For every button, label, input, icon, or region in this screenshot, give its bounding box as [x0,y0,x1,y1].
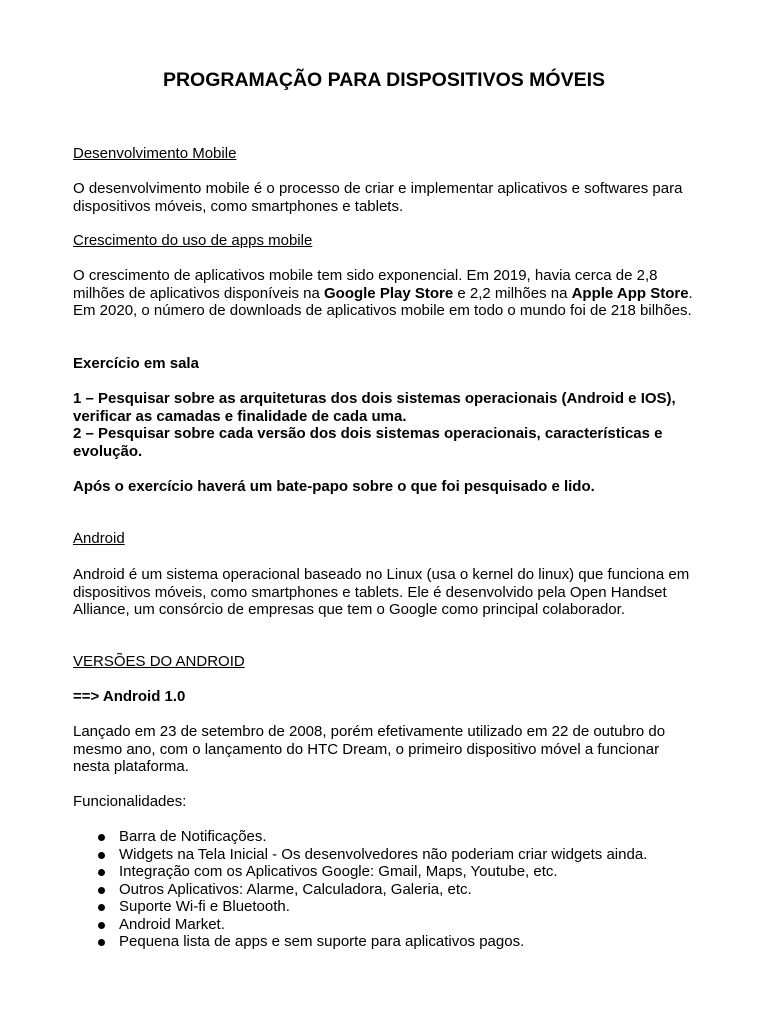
features-list [73,828,695,951]
list-item: Suporte Wi-fi e Bluetooth. [73,898,695,916]
list-item: Outros Aplicativos: Alarme, Calculadora, Galeria, etc. [73,881,695,899]
growth-paragraph [73,267,695,320]
version-1-paragraph: Lançado em 23 de setembro de 2008, porém efetivamente utilizado em 22 de outubro do mesmo ano, com o lançamento do HTC Dream, o primeiro dispositivo móvel a funcionar nesta plataforma. [73,723,666,775]
document-title: PROGRAMAÇÃO PARA DISPOSITIVOS MÓVEIS [162,69,606,91]
growth-heading: Crescimento do uso de apps mobile [73,232,313,249]
versions-heading: VERSÕES DO ANDROID [73,653,245,670]
features-label: Funcionalidades: [73,793,187,810]
mobile-dev-paragraph: O desenvolvimento mobile é o processo de criar e implementar aplicativos e softwares para dispositivos móveis, como smartphones e tablets. [73,180,683,215]
android-paragraph: Android é um sistema operacional baseado no Linux (usa o kernel do linux) que funciona em dispositivos móveis, como smartphones e tablets. Ele é desenvolvido pela Open Handset Alliance, um consórcio de empresas que tem o Google como principal colaborador. [73,566,690,618]
list-item: Widgets na Tela Inicial - Os desenvolvedores não poderiam criar widgets ainda. [73,846,695,864]
growth-text-3: . Em 2020, o número de downloads de aplicativos mobile em todo o mundo foi de 218 bilhões. [73,284,693,319]
mobile-dev-heading: Desenvolvimento Mobile [73,145,237,162]
exercise-item-2: 2 – Pesquisar sobre cada versão dos dois sistemas operacionais, características e evolução. [73,425,663,460]
exercise-note: Após o exercício haverá um bate-papo sobre o que foi pesquisado e lido. [73,478,595,495]
exercise-item-1: 1 – Pesquisar sobre as arquiteturas dos dois sistemas operacionais (Android e IOS), verificar as camadas e finalidade de cada uma. [73,390,676,425]
growth-text-2: e 2,2 milhões na [453,284,572,302]
google-play-store-text: Google Play Store [323,284,454,302]
exercise-heading: Exercício em sala [73,355,199,372]
list-item: Pequena lista de apps e sem suporte para aplicativos pagos. [73,933,695,951]
android-heading: Android [73,530,125,547]
version-1-heading: ==> Android 1.0 [73,688,186,705]
growth-text-1: O crescimento de aplicativos mobile tem sido exponencial. Em 2019, havia cerca de 2,8 milhões de aplicativos disponíveis na [73,267,658,302]
list-item: Integração com os Aplicativos Google: Gmail, Maps, Youtube, etc. [73,863,695,881]
list-item: Barra de Notificações. [73,828,695,846]
list-item: Android Market. [73,916,695,934]
apple-app-store-text: Apple App Store [571,284,689,302]
